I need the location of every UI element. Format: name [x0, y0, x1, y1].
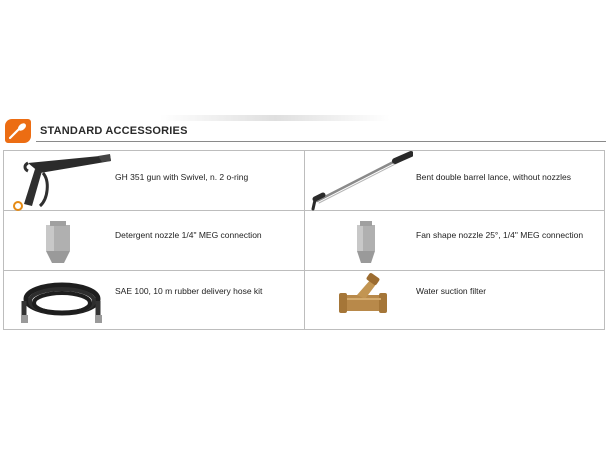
accessory-cell: [305, 211, 604, 271]
lance-icon: [311, 151, 413, 210]
accessory-label: Water suction filter: [416, 286, 487, 296]
accessories-table: [3, 150, 605, 330]
hose-icon: [10, 271, 112, 329]
accessory-label: Fan shape nozzle 25°, 1/4" MEG connection: [416, 230, 584, 240]
filter-icon: [311, 271, 413, 329]
accessory-label: Bent double barrel lance, without nozzles: [416, 172, 571, 182]
section-header: [0, 115, 610, 145]
accessory-cell: [4, 151, 305, 211]
accessory-label: GH 351 gun with Swivel, n. 2 o-ring: [115, 172, 249, 182]
header-divider: [36, 141, 606, 142]
nozzle-icon: [10, 211, 112, 270]
accessory-cell: [305, 151, 604, 211]
accessory-label: Detergent nozzle 1/4" MEG connection: [115, 230, 262, 240]
accessory-cell: [4, 211, 305, 271]
header-decoration: [160, 115, 390, 121]
accessory-label: SAE 100, 10 m rubber delivery hose kit: [115, 286, 263, 296]
accessory-cell: [4, 271, 305, 329]
spray-gun-icon: [10, 151, 112, 210]
spoon-logo-icon: [5, 119, 31, 143]
accessory-cell: [305, 271, 604, 329]
section-title: STANDARD ACCESSORIES: [40, 125, 188, 137]
nozzle-icon: [311, 211, 413, 270]
